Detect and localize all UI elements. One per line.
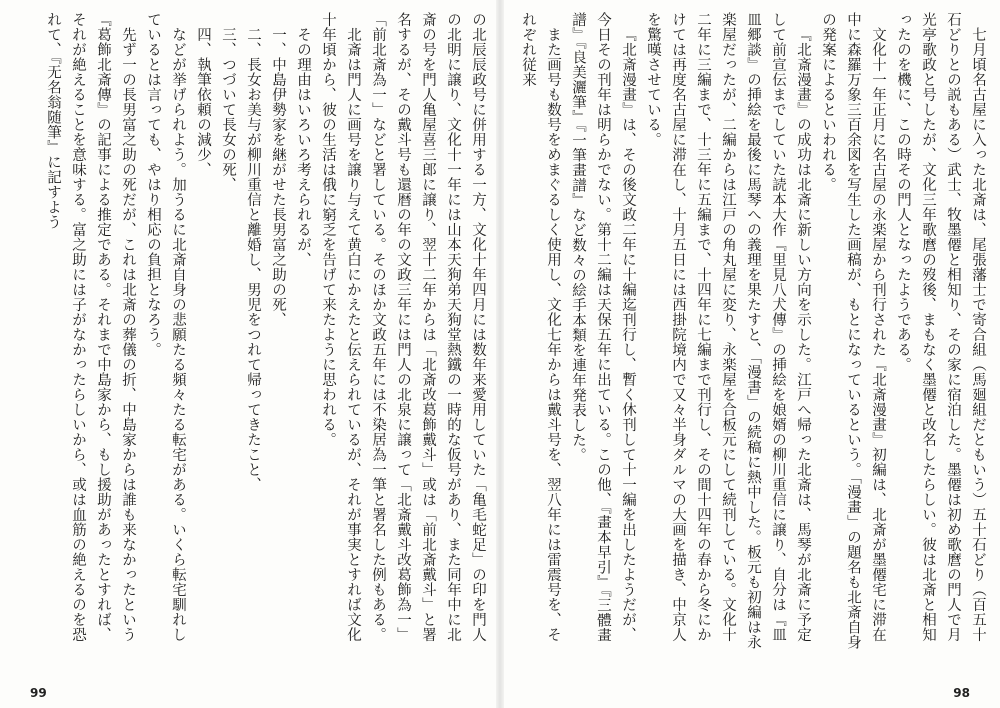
right-page-text [520, 12, 990, 652]
list-item: 三、つづいて長女の死、 [220, 26, 236, 192]
list-item: 二、長女お美与が柳川重信と離婚し、男児をつれて帰ってきたこと、 [245, 26, 261, 492]
paragraph: 『北斎漫畫』の成功は北斎に新しい方向を示した。江戸へ帰った北斎は、馬琴が北斎に予定して前宣伝までしていた読本大作『里見八犬傳』の挿絵を娘婿の柳川重信に譲り、自分は『皿皿郷談』の挿絵を最後に馬琴への義理を果たすと、「漫書」の続稿に熱中した。板元も初編は永楽屋だったが、二編からは江戸の角丸屋に変り、永楽屋を合板元にして続刊している。文化十二年に三編まで、十三年に五編まで、十四年に七編まで刊行し、その間十四年の春から冬にかけては再度名古屋に滞在し、十月五日には西掛院境内で又々半身ダルマの大画を描き、中京人を驚嘆させている。 [645, 12, 811, 650]
list-item: 一、中島伊勢家を継がせた長男富之助の死、 [270, 26, 286, 327]
right-page [500, 0, 1000, 708]
paragraph: 『北斎漫畫』は、その後文政二年に十編迄刊行し、暫く休刊して十一編を出したようだが、今日その刊年は明らかでない。第十二編は天保五年に出ている。この他、『畫本早引』『三體畫譜』『良美灑筆』『一筆畫譜』など数々の絵手本類を連年発表した。 [570, 12, 636, 643]
paragraph: の北辰辰政号に併用する一方、文化十年四月には数年来愛用していた「亀毛蛇足」の印を門人の北明に譲り、文化十一年には山本天狗弟天狗堂熱鐵の一時的な仮号があり、また同年中に北斎の号を門人亀屋喜三郎に譲り、翌十二年からは「北斎改葛飾戴斗」或は「前北斎戴斗」と署名するが、その戴斗号も還暦の年の文政三年には門人の北泉に譲って「北斎戴斗改葛飾為一」「前北斎為一」などと署している。そのほか文政五年には不染居為一筆と署名した例もある。 [370, 12, 486, 642]
paragraph: 文化十一年正月に名古屋の永楽屋から刊行された『北斎漫畫』初編は、北斎が墨僊宅に滞在中に森羅万象三百余図を写生した画稿が、もとになっているという。「漫畫」の題名も北斎自身の発案によるといわれる。 [820, 12, 886, 650]
page-number-right: 98 [953, 686, 970, 700]
left-page-text [15, 12, 490, 652]
paragraph: 七月頃名古屋に入った北斎は、尾張藩士で寄合組（馬廻組だともいう）五十石どり（百五十石どりとの説もある）武士、牧墨僊と相知り、その家に宿泊した。墨僊は初め歌麿の門人で月光亭歌政と号したが、文化三年歌麿の歿後、まもなく墨僊と改名したらしい。彼は北斎と相知ったのを機に、この時その門人となったようである。 [895, 12, 986, 642]
paragraph: 北斎は門人に画号を譲り与えて黄白にかえたと伝えられているが、それが事実とすれば文化十年頃から、彼の生活は俄に窮乏を告げて来たように思われる。 [320, 12, 361, 642]
list-item: 四、執筆依頼の減少、 [195, 26, 211, 177]
paragraph: 先ず一の長男富之助の死だが、これは北斎の葬儀の折、中島家からは誰も来なかったという『葛飾北斎傳』の記事による推定である。それまで中島家から、もし援助があったとすれば、それが絶えることを意味する。富之助には子がなかったらしいから、或は血筋の絶えるのを恐れて、『无名翁随筆』に記すよう [45, 12, 136, 642]
paragraph: また画号も数号をめまぐるしく使用し、文化七年からは戴斗号を、翌八年には雷震号を、それぞれ従来 [520, 12, 561, 642]
page-number-left: 99 [30, 686, 47, 700]
paragraph: などが挙げられよう。加うるに北斎自身の悲願たる頻々たる転宅がある。いくら転宅馴れしているとは言っても、やはり相応の負担となろう。 [145, 12, 186, 642]
paragraph: その理由はいろいろ考えられるが、 [295, 26, 311, 267]
